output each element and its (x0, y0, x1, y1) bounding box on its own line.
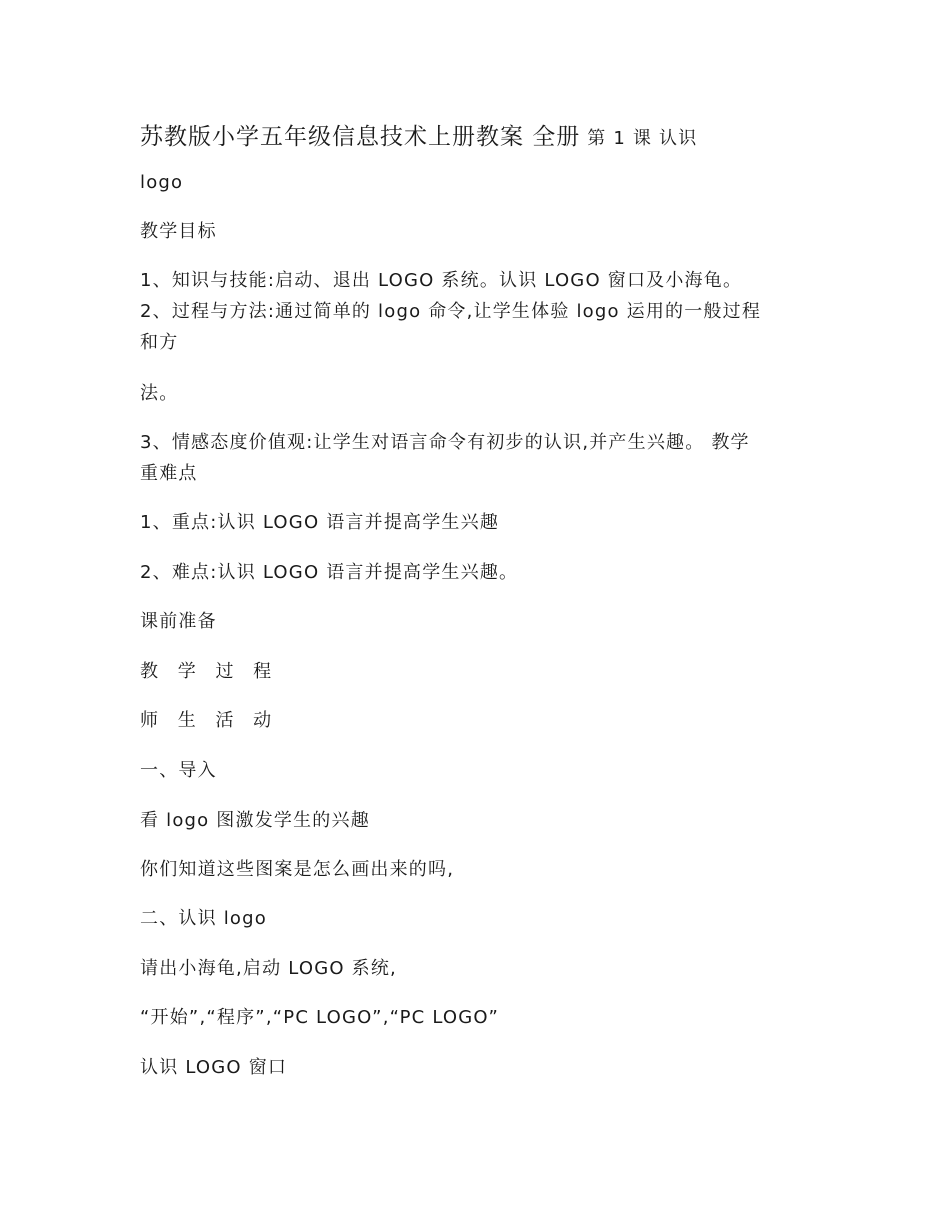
title-lesson: 第 1 课 认识 (587, 128, 698, 149)
title-main: 苏教版小学五年级信息技术上册教案 全册 (140, 124, 581, 150)
goal-process-end: 法。 (140, 383, 179, 404)
know-logo-menu-path: “开始”,“程序”,“PC LOGO”,“PC LOGO” (140, 1007, 500, 1028)
goal-process: 2、过程与方法:通过简单的 logo 命令,让学生体验 logo 运用的一般过程 (140, 301, 762, 322)
difficult-point: 2、难点:认识 LOGO 语言并提高学生兴趣。 (140, 562, 519, 583)
section-introduction: 一、导入 (140, 760, 217, 781)
goal-emotion: 3、情感态度价值观:让学生对语言命令有初步的认识,并产生兴趣。 教学 (140, 432, 750, 453)
intro-text-1: 看 logo 图激发学生的兴趣 (140, 810, 370, 831)
title-continuation: logo (140, 172, 184, 193)
know-logo-text-1: 请出小海龟,启动 LOGO 系统, (140, 958, 397, 979)
heading-teaching-process: 教 学 过 程 (140, 661, 279, 682)
goal-knowledge: 1、知识与技能:启动、退出 LOGO 系统。认识 LOGO 窗口及小海龟。 (140, 270, 743, 291)
heading-key-points: 重难点 (140, 463, 198, 484)
key-point: 1、重点:认识 LOGO 语言并提高学生兴趣 (140, 512, 500, 533)
heading-teaching-goals: 教学目标 (140, 221, 217, 242)
section-know-logo: 二、认识 logo (140, 908, 267, 929)
intro-text-2: 你们知道这些图案是怎么画出来的吗, (140, 859, 455, 880)
goal-process-cont: 和方 (140, 332, 179, 353)
know-logo-window: 认识 LOGO 窗口 (140, 1057, 288, 1078)
document-title (140, 126, 697, 150)
heading-preparation: 课前准备 (140, 611, 217, 632)
heading-activities: 师 生 活 动 (140, 710, 279, 731)
